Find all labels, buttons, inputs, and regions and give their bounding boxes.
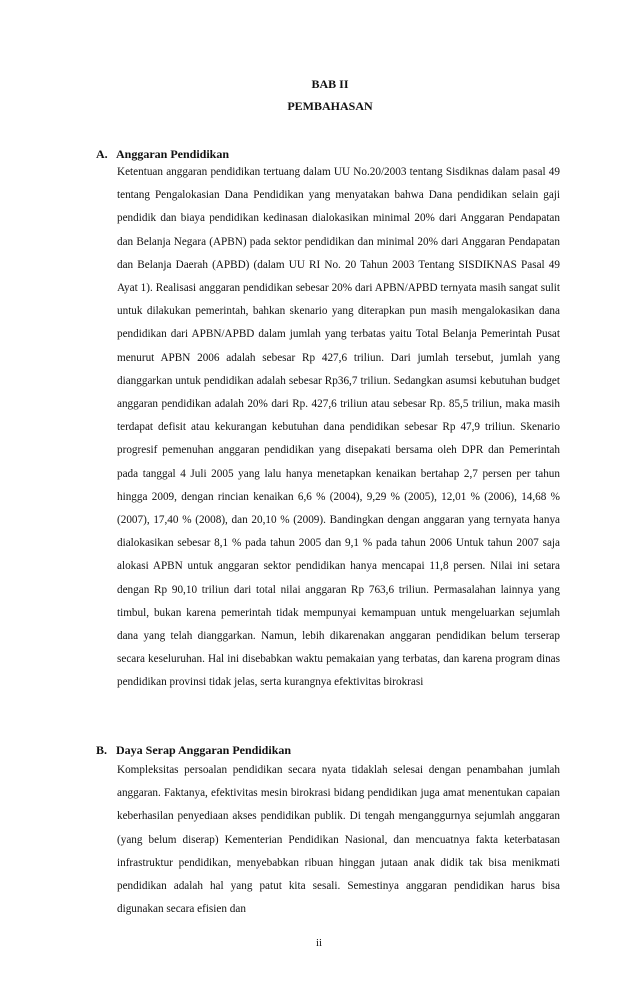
section-title: Anggaran Pendidikan xyxy=(116,147,230,161)
section-paragraph-b: Kompleksitas persoalan pendidikan secara nyata tidaklah selesai dengan penambahan jumlah anggaran. Faktanya, efektivitas mesin birokrasi bidang pendidikan juga amat menentukan capaian keberhasilan penyediaan akses pendidikan publik. Di tengah menganggurnya sejumlah anggaran (yang belum diserap) Kementerian Pendidikan Nasional, dan mencuatnya fakta keterbatasan infrastruktur pendidikan, menyebabkan ribuan hinggan jutaan anak didik tak bisa menikmati pendidikan adalah hal yang patut kita sesali. Semestinya anggaran pendidikan harus bisa digunakan secara efisien dan xyxy=(117,764,560,916)
chapter-label: BAB II xyxy=(311,77,349,91)
section-title: Daya Serap Anggaran Pendidikan xyxy=(116,743,292,757)
section-heading-a xyxy=(96,146,229,162)
page-number: ii xyxy=(315,937,323,949)
chapter-title: PEMBAHASAN xyxy=(287,99,373,113)
section-letter: B. xyxy=(96,743,108,757)
section-heading-b xyxy=(96,742,291,758)
section-paragraph-a: Ketentuan anggaran pendidikan tertuang dalam UU No.20/2003 tentang Sisdiknas dalam pasal 49 tentang Pengalokasian Dana Pendidikan yang menyatakan bahwa Dana pendidikan selain gaji pendidik dan biaya pendidikan kedinasan dialokasikan minimal 20% dari Anggaran Pendapatan dan Belanja Negara (APBN) pada sektor pendidikan dan minimal 20% dari Anggaran Pendapatan dan Belanja Daerah (APBD) (dalam UU RI No. 20 Tahun 2003 Tentang SISDIKNAS Pasal 49 Ayat 1). Realisasi anggaran pendidikan sebesar 20% dari APBN/APBD ternyata masih sangat sulit untuk dilakukan pemerintah, bahkan skenario yang diterapkan pun masih mengalokasikan dana pendidikan dari APBN/APBD dalam jumlah yang terbatas yaitu Total Belanja Pemerintah Pusat menurut APBN 2006 adalah sebesar Rp 427,6 triliun. Dari jumlah tersebut, jumlah yang dianggarkan untuk pendidikan adalah sebesar Rp36,7 triliun. Sedangkan asumsi kebutuhan budget anggaran pendidikan adalah 20% dari Rp. 427,6 triliun atau sebesar Rp. 85,5 triliun, maka masih terdapat defisit atau kekurangan kebutuhan dana pendidikan sebesar Rp 47,9 triliun. Skenario progresif pemenuhan anggaran pendidikan yang disepakati bersama oleh DPR dan Pemerintah pada tanggal 4 Juli 2005 yang lalu hanya menetapkan kenaikan bertahap 2,7 persen per tahun hingga 2009, dengan rincian kenaikan 6,6 % (2004), 9,29 % (2005), 12,01 % (2006), 14,68 % (2007), 17,40 % (2008), dan 20,10 % (2009). Bandingkan dengan anggaran yang ternyata hanya dialokasikan sebesar 8,1 % pada tahun 2005 dan 9,1 % pada tahun 2006 Untuk tahun 2007 saja alokasi APBN untuk anggaran sektor pendidikan hanya mencapai 11,8 persen. Nilai ini setara dengan Rp 90,10 triliun dari total nilai anggaran Rp 763,6 triliun. Permasalahan lainnya yang timbul, bukan karena pemerintah tidak mempunyai kemampuan untuk mengeluarkan sejumlah dana yang telah dianggarkan. Namun, lebih dikarenakan anggaran pendidikan belum terserap secara keseluruhan. Hal ini disebabkan waktu pemakaian yang terbatas, dan karena program dinas pendidikan provinsi tidak jelas, serta kurangnya efektivitas birokrasi xyxy=(117,166,560,689)
section-letter: A. xyxy=(96,147,108,161)
